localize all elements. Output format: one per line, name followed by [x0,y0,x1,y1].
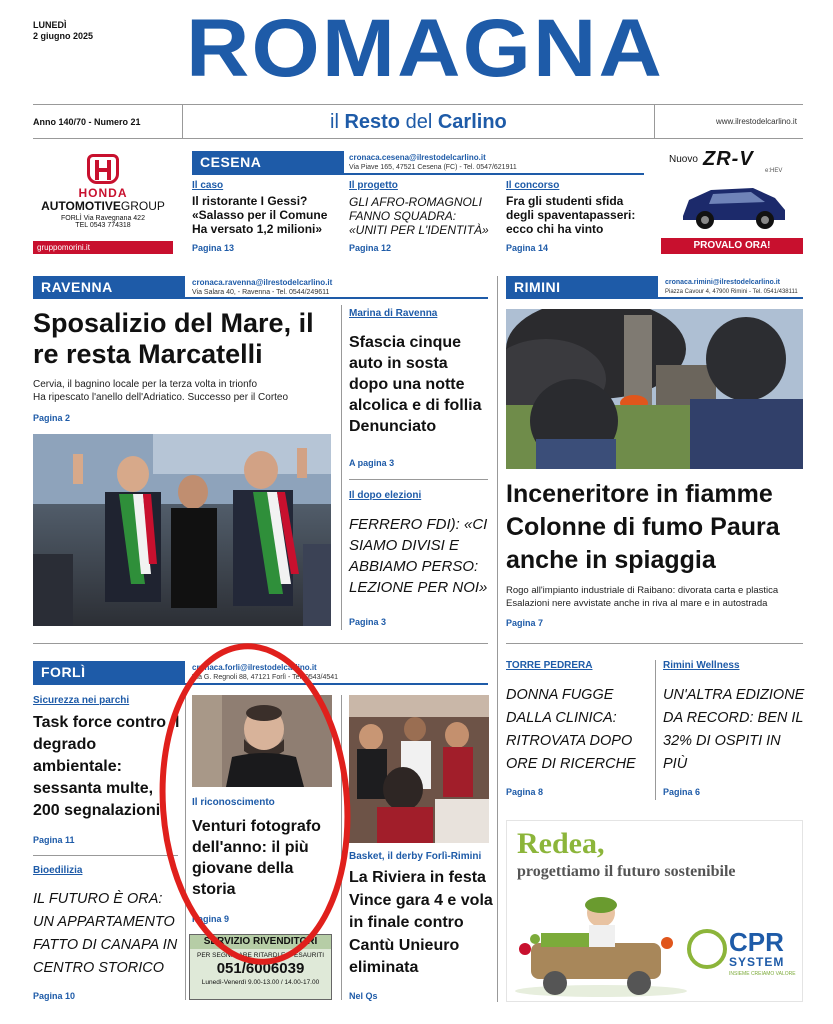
rimini-email[interactable]: cronaca.rimini@ilrestodelcarlino.it [665,279,780,286]
honda-site: gruppomorini.it [33,241,173,254]
ravenna-side2-headline[interactable]: FERRERO FDI): «CI SIAMO DIVISI E ABBIAMO PERSO: LEZIONE PER NOI» [349,516,488,596]
honda-group-bold: AUTOMOTIVE [41,199,121,213]
cesena-headline-1[interactable]: Il ristorante I Gessi? «Salasso per il Comune Ha versato 1,2 milioni» [192,194,328,236]
zrv-ad[interactable] [661,148,803,254]
cesena-email[interactable]: cronaca.cesena@ilrestodelcarlino.it [349,153,486,162]
masthead-date-text: 2 giugno 2025 [33,31,94,41]
ravenna-side2-page[interactable]: Pagina 3 [349,617,387,627]
masthead-bottom-rule [33,138,803,139]
forli-contact [192,663,492,682]
forli-bio-page[interactable]: Pagina 10 [33,991,76,1001]
ravenna-col-divider [341,305,342,630]
honda-group [33,200,173,213]
main-col-divider [497,276,498,1002]
rimini-torre-kicker: TORRE PEDRERA [506,660,593,671]
forli-basket-kicker: Basket, il derby Forlì-Rimini [349,851,482,862]
basket-photo[interactable] [349,695,489,843]
cesena-headline-2[interactable]: GLI AFRO-ROMAGNOLI FANNO SQUADRA: «UNITI PER L'IDENTITÀ» [349,195,489,237]
ravenna-rule [33,297,488,299]
forli-venturi-page[interactable]: Pagina 9 [192,914,230,924]
forli-email[interactable]: cronaca.forli@ilrestodelcarlino.it [192,663,317,672]
fire-smoke-photo-illustration [506,309,803,469]
ravenna-side1-page[interactable]: A pagina 3 [349,458,395,468]
ravenna-side2-kicker: Il dopo elezioni [349,490,422,501]
masthead-title[interactable]: ROMAGNA [186,3,665,94]
forli-col-divider-2 [341,695,342,1000]
cesena-address: Via Piave 165, 47521 Cesena (FC) - Tel. 0547/621911 [349,164,517,171]
forli-top-rule [33,643,488,644]
masthead-divider-left [182,104,183,138]
zrv-nuovo: Nuovo [669,154,698,165]
ravenna-address: Via Salara 40, - Ravenna - Tel. 0544/249611 [192,289,330,296]
forli-venturi-kicker: Il riconoscimento [192,797,275,808]
ceremony-photo-illustration [33,434,331,626]
masthead-divider-right [654,104,655,138]
forli-task-headline[interactable]: Task force contro il degrado ambientale: sessanta multe, 200 segnalazioni [33,714,180,819]
brand-del: del [405,111,433,133]
forli-bio-headline[interactable]: IL FUTURO È ORA: UN APPARTAMENTO FATTO DI CANAPA IN CENTRO STORICO [33,891,178,976]
ravenna-side1-headline[interactable]: Sfascia cinque auto in sosta dopo una notte alcolica e di follia Denunciato [349,334,482,435]
rimini-address: Piazza Cavour 4, 47900 Rimini - Tel. 0541/438111 [665,289,798,295]
cpr-leaf-icon [687,929,727,969]
rivenditori-box[interactable] [189,934,332,1000]
masthead-day: LUNEDÌ [33,20,67,30]
honda-group-rest: GROUP [120,199,165,213]
zrv-model: ZR-V [703,148,754,170]
zrv-cta[interactable]: PROVALO ORA! [661,238,803,254]
cpr-system: SYSTEM [729,955,785,969]
forli-task-page[interactable]: Pagina 11 [33,835,75,845]
forli-basket-page[interactable]: Nel Qs [349,991,378,1001]
forli-address: Via G. Regnoli 88, 47121 Forlì - Tel. 0543/4541 [192,674,339,681]
child-car-illustration [511,893,691,999]
redea-title: Redea, [517,827,605,860]
website[interactable]: www.ilrestodelcarlino.it [716,117,797,126]
rimini-lower-rule [506,643,803,644]
rimini-main-page[interactable]: Pagina 7 [506,618,544,628]
redea-ad[interactable] [506,820,803,1002]
rimini-summary-1: Rogo all'impianto industriale di Raibano: divorata carta e plastica [506,585,779,596]
honda-brand: HONDA [78,186,128,200]
cesena-page-2[interactable]: Pagina 12 [349,243,392,253]
rimini-torre-page[interactable]: Pagina 8 [506,787,544,797]
ravenna-summary-2: Ha ripescato l'anello dell'Adriatico. Successo per il Corteo [33,392,289,403]
section-forli[interactable]: FORLÌ [33,661,185,683]
ravenna-side1-kicker: Marina di Ravenna [349,308,438,319]
portrait-photo-illustration [192,695,332,787]
rimini-lower-divider [655,660,656,800]
forli-basket-headline[interactable]: La Riviera in festa Vince gara 4 e vola in finale contro Cantù Unieuro eliminata [349,869,493,976]
ravenna-main-page[interactable]: Pagina 2 [33,413,71,423]
zrv-hybrid: e:HEV [765,168,783,174]
issue-number: Anno 140/70 - Numero 21 [33,117,141,127]
forli-rule [33,683,488,685]
rimini-summary-2: Esalazioni nere avvistate anche in riva al mare e in autostrada [506,598,768,609]
section-cesena[interactable]: CESENA [192,151,344,173]
rimini-main-headline[interactable]: Inceneritore in fiamme Colonne di fumo Paura anche in spiaggia [506,480,780,574]
forli-left-divider [33,855,178,856]
masthead-top-rule [33,104,803,105]
basketball-team-photo-illustration [349,695,489,843]
cesena-kicker-3: Il concorso [506,180,560,191]
brand-carlino: Carlino [437,111,507,133]
car-illustration [675,176,791,232]
brand-resto: Resto [344,111,401,133]
cpr-tag: INSIEME CREIAMO VALORE [729,971,796,977]
rimini-photo[interactable] [506,309,803,469]
ravenna-contact [192,278,492,297]
masthead-date [33,20,93,42]
cesena-rule [192,173,644,175]
rivenditori-line: PER SEGNALARE RITARDI E/O ESAURITI [196,952,325,959]
ravenna-summary-1: Cervia, il bagnino locale per la terza volta in trionfo [33,379,258,390]
section-ravenna[interactable]: RAVENNA [33,276,185,298]
brand-il: il [330,111,339,133]
rimini-wellness-kicker: Rimini Wellness [663,660,740,671]
brand-logo[interactable] [330,110,507,134]
ravenna-email[interactable]: cronaca.ravenna@ilrestodelcarlino.it [192,278,333,287]
rivenditori-hours: Lunedì-Venerdì 9.00-13.00 / 14.00-17.00 [201,979,320,986]
rimini-wellness-headline[interactable]: UN'ALTRA EDIZIONE DA RECORD: BEN IL 32% DI OSPITI IN PIÙ [663,687,805,772]
honda-ad[interactable] [33,148,173,254]
honda-address: FORLÌ Via Ravegnana 422 [61,215,145,222]
forli-bio-kicker: Bioedilizia [33,865,83,876]
ravenna-side-divider [349,479,488,480]
cesena-page-1[interactable]: Pagina 13 [192,243,235,253]
cesena-page-3[interactable]: Pagina 14 [506,243,549,253]
rimini-torre-headline[interactable]: DONNA FUGGE DALLA CLINICA: RITROVATA DOPO ORE DI RICERCHE [506,687,636,772]
rimini-contact [665,278,805,297]
cpr-logo: CPR [729,927,784,957]
rimini-wellness-page[interactable]: Pagina 6 [663,787,701,797]
ravenna-main-headline[interactable]: Sposalizio del Mare, il re resta Marcatelli [33,308,314,369]
cesena-kicker-2: Il progetto [349,180,398,191]
rimini-rule [506,297,803,299]
rivenditori-phone[interactable]: 051/6006039 [216,960,305,977]
section-rimini[interactable]: RIMINI [506,276,658,298]
cesena-contact [349,153,649,172]
redea-subtitle: progettiamo il futuro sostenibile [517,863,736,880]
forli-task-kicker: Sicurezza nei parchi [33,695,130,706]
cesena-kicker-1: Il caso [192,180,224,191]
forli-col-divider-1 [185,695,186,1000]
ravenna-photo[interactable] [33,434,331,626]
venturi-photo[interactable] [192,695,332,787]
forli-venturi-headline[interactable]: Venturi fotografo dell'anno: il più giovane della storia [192,818,321,898]
cesena-headline-3[interactable]: Fra gli studenti sfida degli spaventapasseri: ecco chi ha vinto [506,194,636,236]
honda-logo-icon [87,154,119,184]
honda-phone: TEL 0543 774318 [75,222,131,229]
rivenditori-title: SERVIZIO RIVENDITORI [190,935,331,949]
